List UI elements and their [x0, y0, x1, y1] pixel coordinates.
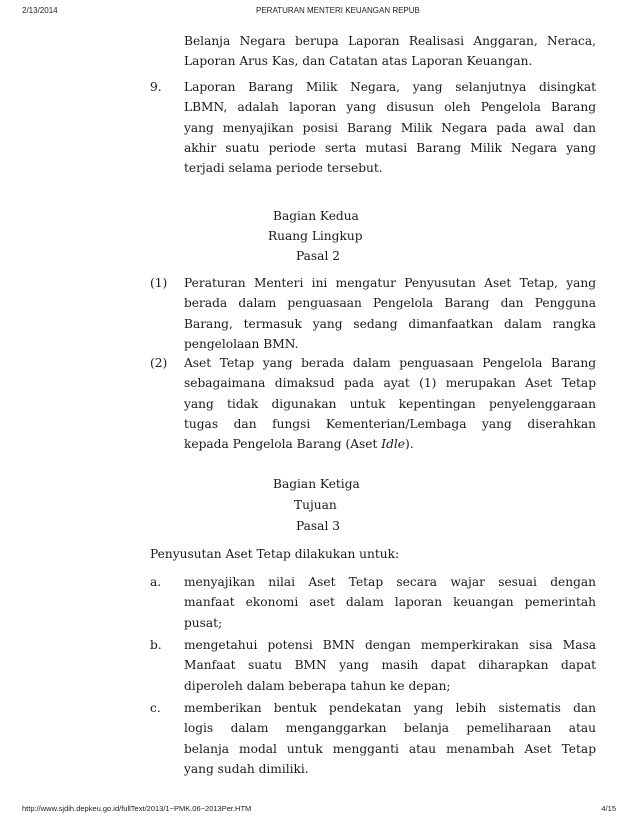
- text-line: yang tidak digunakan untuk kepentingan penyelenggaraan: [184, 396, 596, 411]
- text-line: diperoleh dalam beberapa tahun ke depan;: [184, 678, 451, 693]
- bagian-title: Tujuan: [294, 498, 337, 512]
- pasal-2-item-2: [184, 353, 596, 454]
- text-line: Peraturan Menteri ini mengatur Penyusutan Aset Tetap, yang: [184, 276, 596, 290]
- text-line: LBMN, adalah laporan yang disusun oleh Pengelola Barang: [184, 100, 596, 115]
- text-line: Laporan Arus Kas, dan Catatan atas Laporan Keuangan.: [184, 54, 533, 69]
- italic-term: Idle: [381, 437, 405, 452]
- page-number: 4/15: [601, 804, 616, 813]
- text-line: Manfaat suatu BMN yang masih dapat diharapkan dapat: [184, 658, 596, 673]
- bagian-title: Ruang Lingkup: [268, 229, 363, 243]
- item-letter: a.: [150, 575, 162, 589]
- bagian-label: Bagian Ketiga: [273, 477, 360, 491]
- text-line: berada dalam penguasaan Pengelola Barang dan Pengguna: [184, 296, 596, 311]
- item-9-paragraph: [184, 77, 596, 178]
- bagian-label: Bagian Kedua: [273, 209, 359, 223]
- pasal-3-intro: [150, 544, 596, 564]
- text-line: Belanja Negara berupa Laporan Realisasi Anggaran, Neraca,: [184, 34, 596, 48]
- text-line: mengetahui potensi BMN dengan memperkirakan sisa Masa: [184, 638, 596, 652]
- text-line: pengelolaan BMN.: [184, 336, 299, 351]
- pasal-3-item-c: [184, 698, 596, 779]
- text-line: terjadi selama periode tersebut.: [184, 161, 383, 176]
- pasal-label: Pasal 2: [296, 249, 340, 263]
- item-letter: b.: [150, 638, 162, 652]
- item-number: (2): [150, 356, 168, 370]
- text-line: Penyusutan Aset Tetap dilakukan untuk:: [150, 547, 400, 561]
- intro-paragraph: [184, 31, 596, 72]
- text-line: sebagaimana dimaksud pada ayat (1) merupakan Aset Tetap: [184, 376, 596, 391]
- text-line: yang menyajikan posisi Barang Milik Negara pada awal dan: [184, 120, 596, 135]
- pasal-3-item-a: [184, 572, 596, 633]
- item-letter: c.: [150, 701, 161, 715]
- text-line: tugas dan fungsi Kementerian/Lembaga yang diserahkan: [184, 416, 596, 431]
- text-line: menyajikan nilai Aset Tetap secara wajar sesuai dengan: [184, 575, 596, 589]
- text-line: yang sudah dimiliki.: [184, 761, 309, 776]
- pasal-3-item-b: [184, 635, 596, 696]
- text-run: ).: [404, 437, 414, 452]
- text-line: manfaat ekonomi aset dalam laporan keuangan pemerintah: [184, 595, 596, 610]
- pasal-2-item-1: [184, 273, 596, 354]
- text-run: kepada Pengelola Barang (Aset: [184, 437, 382, 452]
- text-line: logis dalam menganggarkan belanja pemeliharaan atau: [184, 721, 596, 736]
- footer-url[interactable]: http://www.sjdih.depkeu.go.id/fullText/2013/1~PMK.06~2013Per.HTM: [22, 804, 252, 813]
- item-number: 9.: [150, 80, 162, 94]
- item-number: (1): [150, 276, 168, 290]
- text-line: Aset Tetap yang berada dalam penguasaan Pengelola Barang: [184, 356, 596, 370]
- text-line: memberikan bentuk pendekatan yang lebih sistematis dan: [184, 701, 596, 715]
- header-title: PERATURAN MENTERI KEUANGAN REPUB: [256, 6, 420, 15]
- pasal-label: Pasal 3: [296, 519, 340, 533]
- text-line: belanja modal untuk mengganti atau menambah Aset Tetap: [184, 741, 596, 756]
- text-line: [184, 434, 596, 454]
- text-line: akhir suatu periode serta mutasi Barang Milik Negara yang: [184, 140, 596, 155]
- text-line: pusat;: [184, 615, 223, 630]
- header-date: 2/13/2014: [22, 6, 58, 15]
- text-line: Barang, termasuk yang sedang dimanfaatkan dalam rangka: [184, 316, 596, 331]
- text-line: Laporan Barang Milik Negara, yang selanjutnya disingkat: [184, 80, 596, 94]
